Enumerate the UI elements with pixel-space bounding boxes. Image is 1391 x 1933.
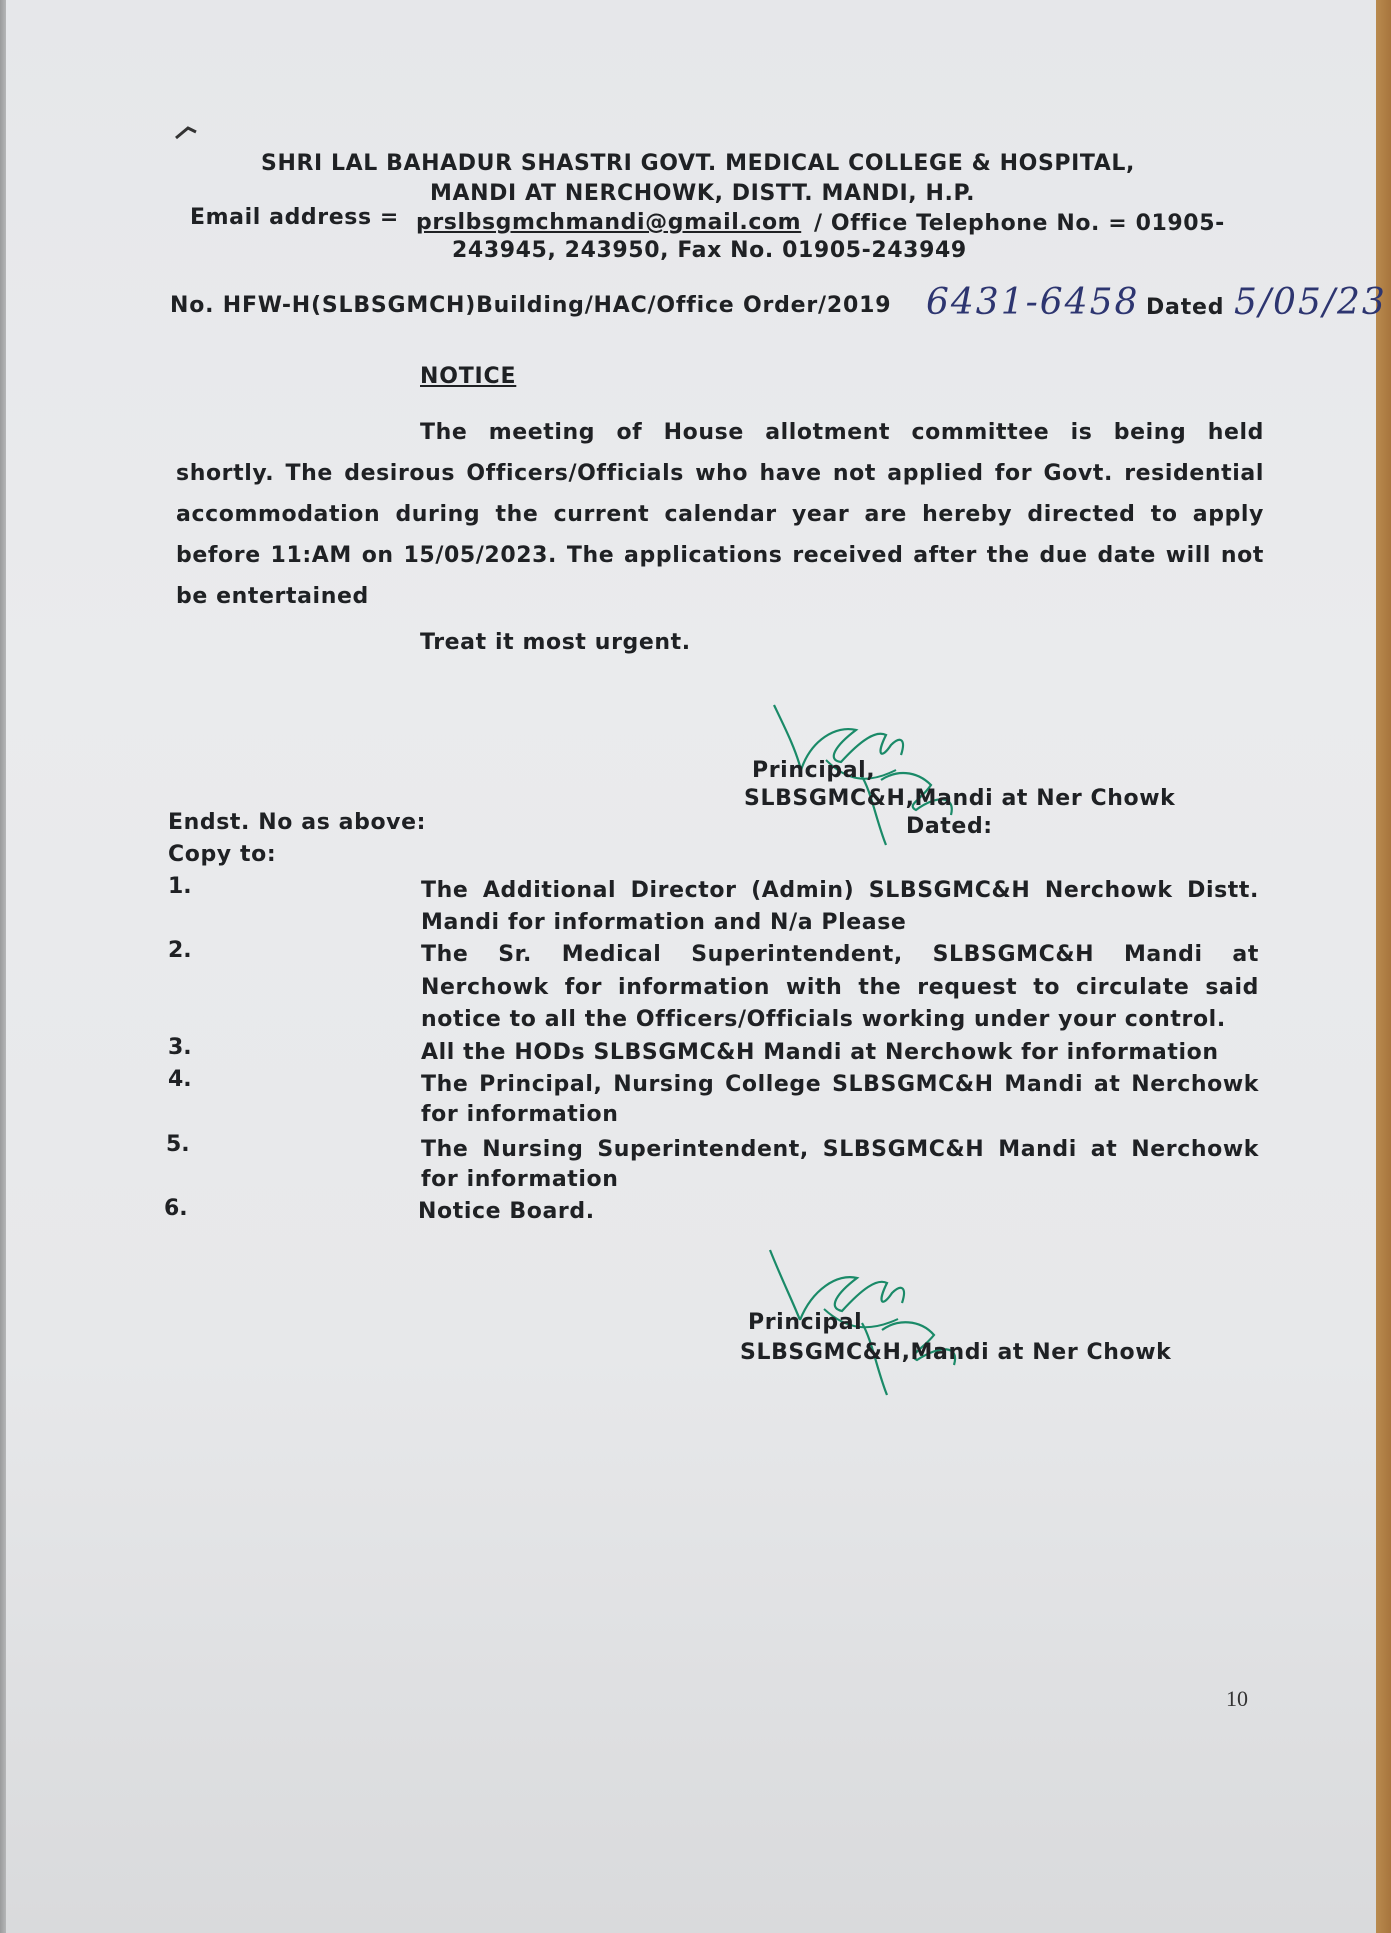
institution-name: SHRI LAL BAHADUR SHASTRI GOVT. MEDICAL COLLEGE & HOSPITAL,: [261, 151, 1136, 176]
copy-item-line: Mandi for information and N/a Please: [421, 910, 907, 935]
copy-item-line: All the HODs SLBSGMC&H Mandi at Nerchowk for information: [421, 1040, 1219, 1065]
copy-item-line: The Additional Director (Admin) SLBSGMC&H Nerchowk Distt.: [421, 878, 1259, 903]
handwritten-number: 6431-6458: [926, 282, 1140, 323]
copy-item-number: 6.: [164, 1196, 188, 1221]
handwritten-date: 5/05/23: [1234, 282, 1387, 323]
principal-org: SLBSGMC&H,Mandi at Ner Chowk: [740, 1340, 1172, 1365]
copy-item-line: for information: [421, 1102, 619, 1127]
urgent-note: Treat it most urgent.: [420, 630, 691, 655]
document-page: [6, 0, 1387, 1933]
notice-line-1: The meeting of House allotment committee is being held: [420, 420, 1264, 445]
email-link[interactable]: prslbsgmchmandi@gmail.com: [416, 210, 802, 235]
copy-item-number: 3.: [168, 1035, 192, 1060]
copy-item-line: Notice Board.: [418, 1199, 595, 1224]
page-number: 10: [1226, 1686, 1248, 1711]
copy-item-number: 4.: [168, 1067, 192, 1092]
copy-item-line: The Nursing Superintendent, SLBSGMC&H Mandi at Nerchowk: [421, 1137, 1259, 1162]
copy-item-number: 5.: [166, 1132, 190, 1157]
notice-title: NOTICE: [420, 364, 517, 389]
dated-label: Dated: [1146, 295, 1225, 320]
dated-blank: Dated:: [906, 814, 993, 839]
principal-title: Principal,: [752, 758, 876, 783]
copy-item-line: Nerchowk for information with the request to circulate said: [421, 975, 1259, 1000]
pen-mark-icon: [174, 122, 206, 144]
copy-item-line: notice to all the Officers/Officials working under your control.: [421, 1007, 1226, 1032]
endorsement-number: Endst. No as above:: [168, 810, 427, 835]
notice-line-3: accommodation during the current calendar year are hereby directed to apply: [176, 502, 1264, 527]
fax-line: 243945, 243950, Fax No. 01905-243949: [452, 238, 967, 263]
copy-to-label: Copy to:: [168, 842, 277, 867]
copy-item-line: The Principal, Nursing College SLBSGMC&H Mandi at Nerchowk: [421, 1072, 1259, 1097]
phone-line: / Office Telephone No. = 01905-: [814, 211, 1225, 236]
copy-item-number: 2.: [168, 938, 192, 963]
principal-title: Principal: [748, 1310, 863, 1335]
reference-number: No. HFW-H(SLBSGMCH)Building/HAC/Office Order/2019: [170, 293, 892, 318]
notice-line-2: shortly. The desirous Officers/Officials who have not applied for Govt. residential: [176, 461, 1264, 486]
principal-org: SLBSGMC&H,Mandi at Ner Chowk: [744, 786, 1176, 811]
copy-item-number: 1.: [168, 874, 192, 899]
institution-address: MANDI AT NERCHOWK, DISTT. MANDI, H.P.: [430, 181, 976, 206]
copy-item-line: The Sr. Medical Superintendent, SLBSGMC&H Mandi at: [421, 942, 1259, 967]
notice-line-4: before 11:AM on 15/05/2023. The applications received after the due date will not: [176, 543, 1264, 568]
email-label: Email address =: [190, 205, 399, 230]
notice-line-5: be entertained: [176, 584, 369, 609]
copy-item-line: for information: [421, 1167, 619, 1192]
